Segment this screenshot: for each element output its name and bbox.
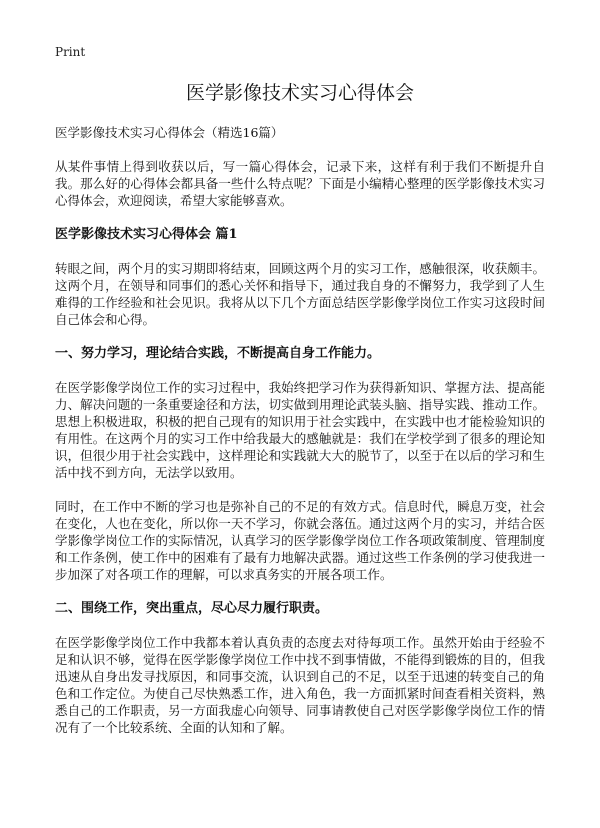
section-1-heading: 一、努力学习，理论结合实践，不断提高自身工作能力。 (55, 346, 381, 361)
document-title: 医学影像技术实习心得体会 (185, 82, 414, 104)
paragraph-4: 在医学影像学岗位工作中我都本着认真负责的态度去对待每项工作。虽然开始由于经验不足和认识不够，觉得在医学影像学岗位工作中找不到事情做，不能得到锻炼的目的，但我迅速从自身出发寻找原因，和同事交流，认识到自己的不足，以至于迅速的转变自己的角色和工作定位。为使自己尽快熟悉工作，进入角色，我一方面抓紧时间查看相关资料，熟悉自己的工作职责，另一方面我虚心向领导、同事请教使自己对医学影像学岗位工作的情况有了一个比较系统、全面的认知和了解。 (55, 635, 545, 735)
paragraph-1: 转眼之间，两个月的实习期即将结束，回顾这两个月的实习工作，感触很深，收获颇丰。这两个月，在领导和同事们的悉心关怀和指导下，通过我自身的不懈努力，我学到了人生难得的工作经验和社会见识。我将从以下几个方面总结医学影像学岗位工作实习这段时间自己体会和心得。 (55, 261, 545, 327)
paragraph-3: 同时，在工作中不断的学习也是弥补自己的不足的有效方式。信息时代，瞬息万变，社会在变化，人也在变化，所以你一天不学习，你就会落伍。通过这两个月的实习，并结合医学影像学岗位工作的实际情况，认真学习的医学影像学岗位工作各项政策制度、管理制度和工作条例，使工作中的困难有了最有力地解决武器。通过这些工作条例的学习使我进一步加深了对各项工作的理解，可以求真务实的开展各项工作。 (55, 499, 545, 582)
document-subtitle: 医学影像技术实习心得体会（精选16篇） (55, 125, 284, 140)
section-2-heading: 二、围绕工作，突出重点，尽心尽力履行职责。 (55, 601, 329, 616)
intro-paragraph: 从某件事情上得到收获以后，写一篇心得体会，记录下来，这样有利于我们不断提升自我。那么好的心得体会都具备一些什么特点呢？下面是小编精心整理的医学影像技术实习心得体会，欢迎阅读，希望大家能够喜欢。 (55, 159, 545, 208)
paragraph-2: 在医学影像学岗位工作的实习过程中，我始终把学习作为获得新知识、掌握方法、提高能力、解决问题的一条重要途径和方法，切实做到用理论武装头脑、指导实践、推动工作。思想上积极进取，积极的把自己现有的知识用于社会实践中，在实践中也才能检验知识的有用性。在这两个月的实习工作中给我最大的感触就是：我们在学校学到了很多的理论知识，但很少用于社会实践中，这样理论和实践就大大的脱节了，以至于在以后的学习和生活中找不到方向，无法学以致用。 (55, 380, 545, 480)
print-link[interactable]: Print (55, 45, 86, 59)
piece-heading: 医学影像技术实习心得体会 篇1 (55, 227, 238, 242)
